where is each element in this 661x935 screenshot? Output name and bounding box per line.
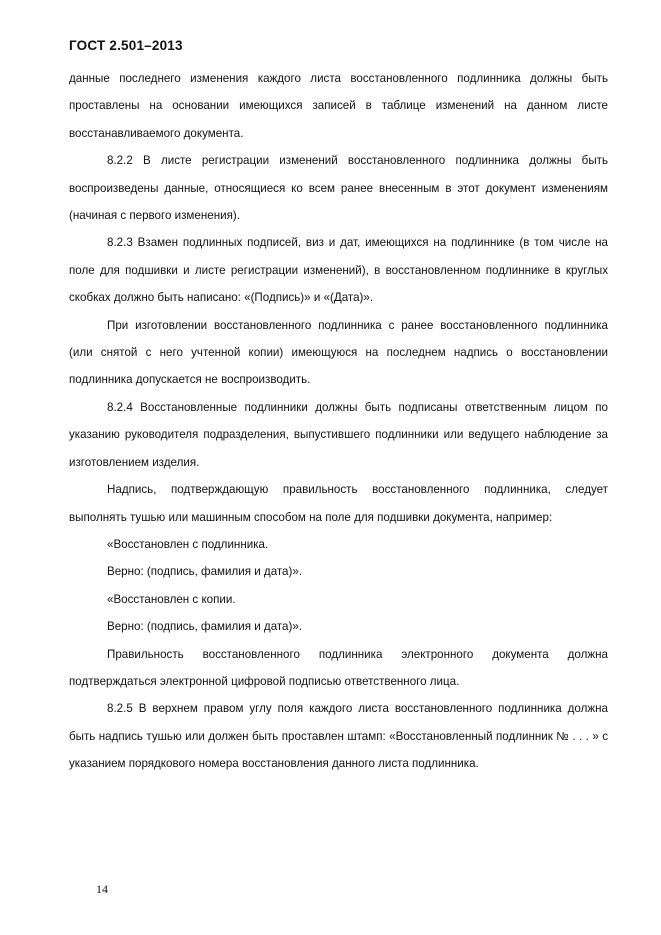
document-body [69,65,608,778]
example-inscription-original-line-1: «Восстановлен с подлинника. [107,537,269,551]
paragraph-inscription-intro: Надпись, подтверждающую правильность восстановленного подлинника, следует выполнять тушью или машинным способом на поле для подшивки документа, например: [69,483,608,524]
example-inscription-original-line-2: Верно: (подпись, фамилия и дата)». [107,565,303,579]
paragraph-8-2-2: 8.2.2 В листе регистрации изменений восстановленного подлинника должны быть воспроизведены данные, относящиеся ко всем ранее внесенным в этот документ изменениям (начиная с первого изменения). [69,154,608,223]
example-inscription-copy-line-1: «Восстановлен с копии. [107,592,236,606]
paragraph-8-2-4: 8.2.4 Восстановленные подлинники должны быть подписаны ответственным лицом по указанию руководителя подразделения, выпустившего подлинники или ведущего наблюдение за изготовлением изделия. [69,400,608,469]
paragraph-continuation: данные последнего изменения каждого листа восстановленного подлинника должны быть проставлены на основании имеющихся записей в таблице изменений на данном листе восстанавливаемого документа. [69,72,608,140]
page-number: 14 [96,882,108,896]
document-header-standard-code: ГОСТ 2.501–2013 [69,38,183,53]
paragraph-restored-copy-note: При изготовлении восстановленного подлинника с ранее восстановленного подлинника (или снятой с него учтенной копии) имеющуюся на последнем надпись о восстановлении подлинника допускается не воспроизводить. [69,318,608,387]
paragraph-electronic-signature: Правильность восстановленного подлинника электронного документа должна подтверждаться электронной цифровой подписью ответственного лица. [69,647,608,688]
example-inscription-copy-line-2: Верно: (подпись, фамилия и дата)». [107,620,303,634]
paragraph-8-2-3: 8.2.3 Взамен подлинных подписей, виз и дат, имеющихся на подлиннике (в том числе на поле для подшивки и листе регистрации изменений), в восстановленном подлиннике в круглых скобках должно быть написано: «(Подпись)» и «(Дата)». [69,236,608,305]
paragraph-8-2-5: 8.2.5 В верхнем правом углу поля каждого листа восстановленного подлинника должна быть надпись тушью или должен быть проставлен штамп: «Восстановленный подлинник № . . . » с указанием порядкового номера восстановления данного листа подлинника. [69,702,608,771]
